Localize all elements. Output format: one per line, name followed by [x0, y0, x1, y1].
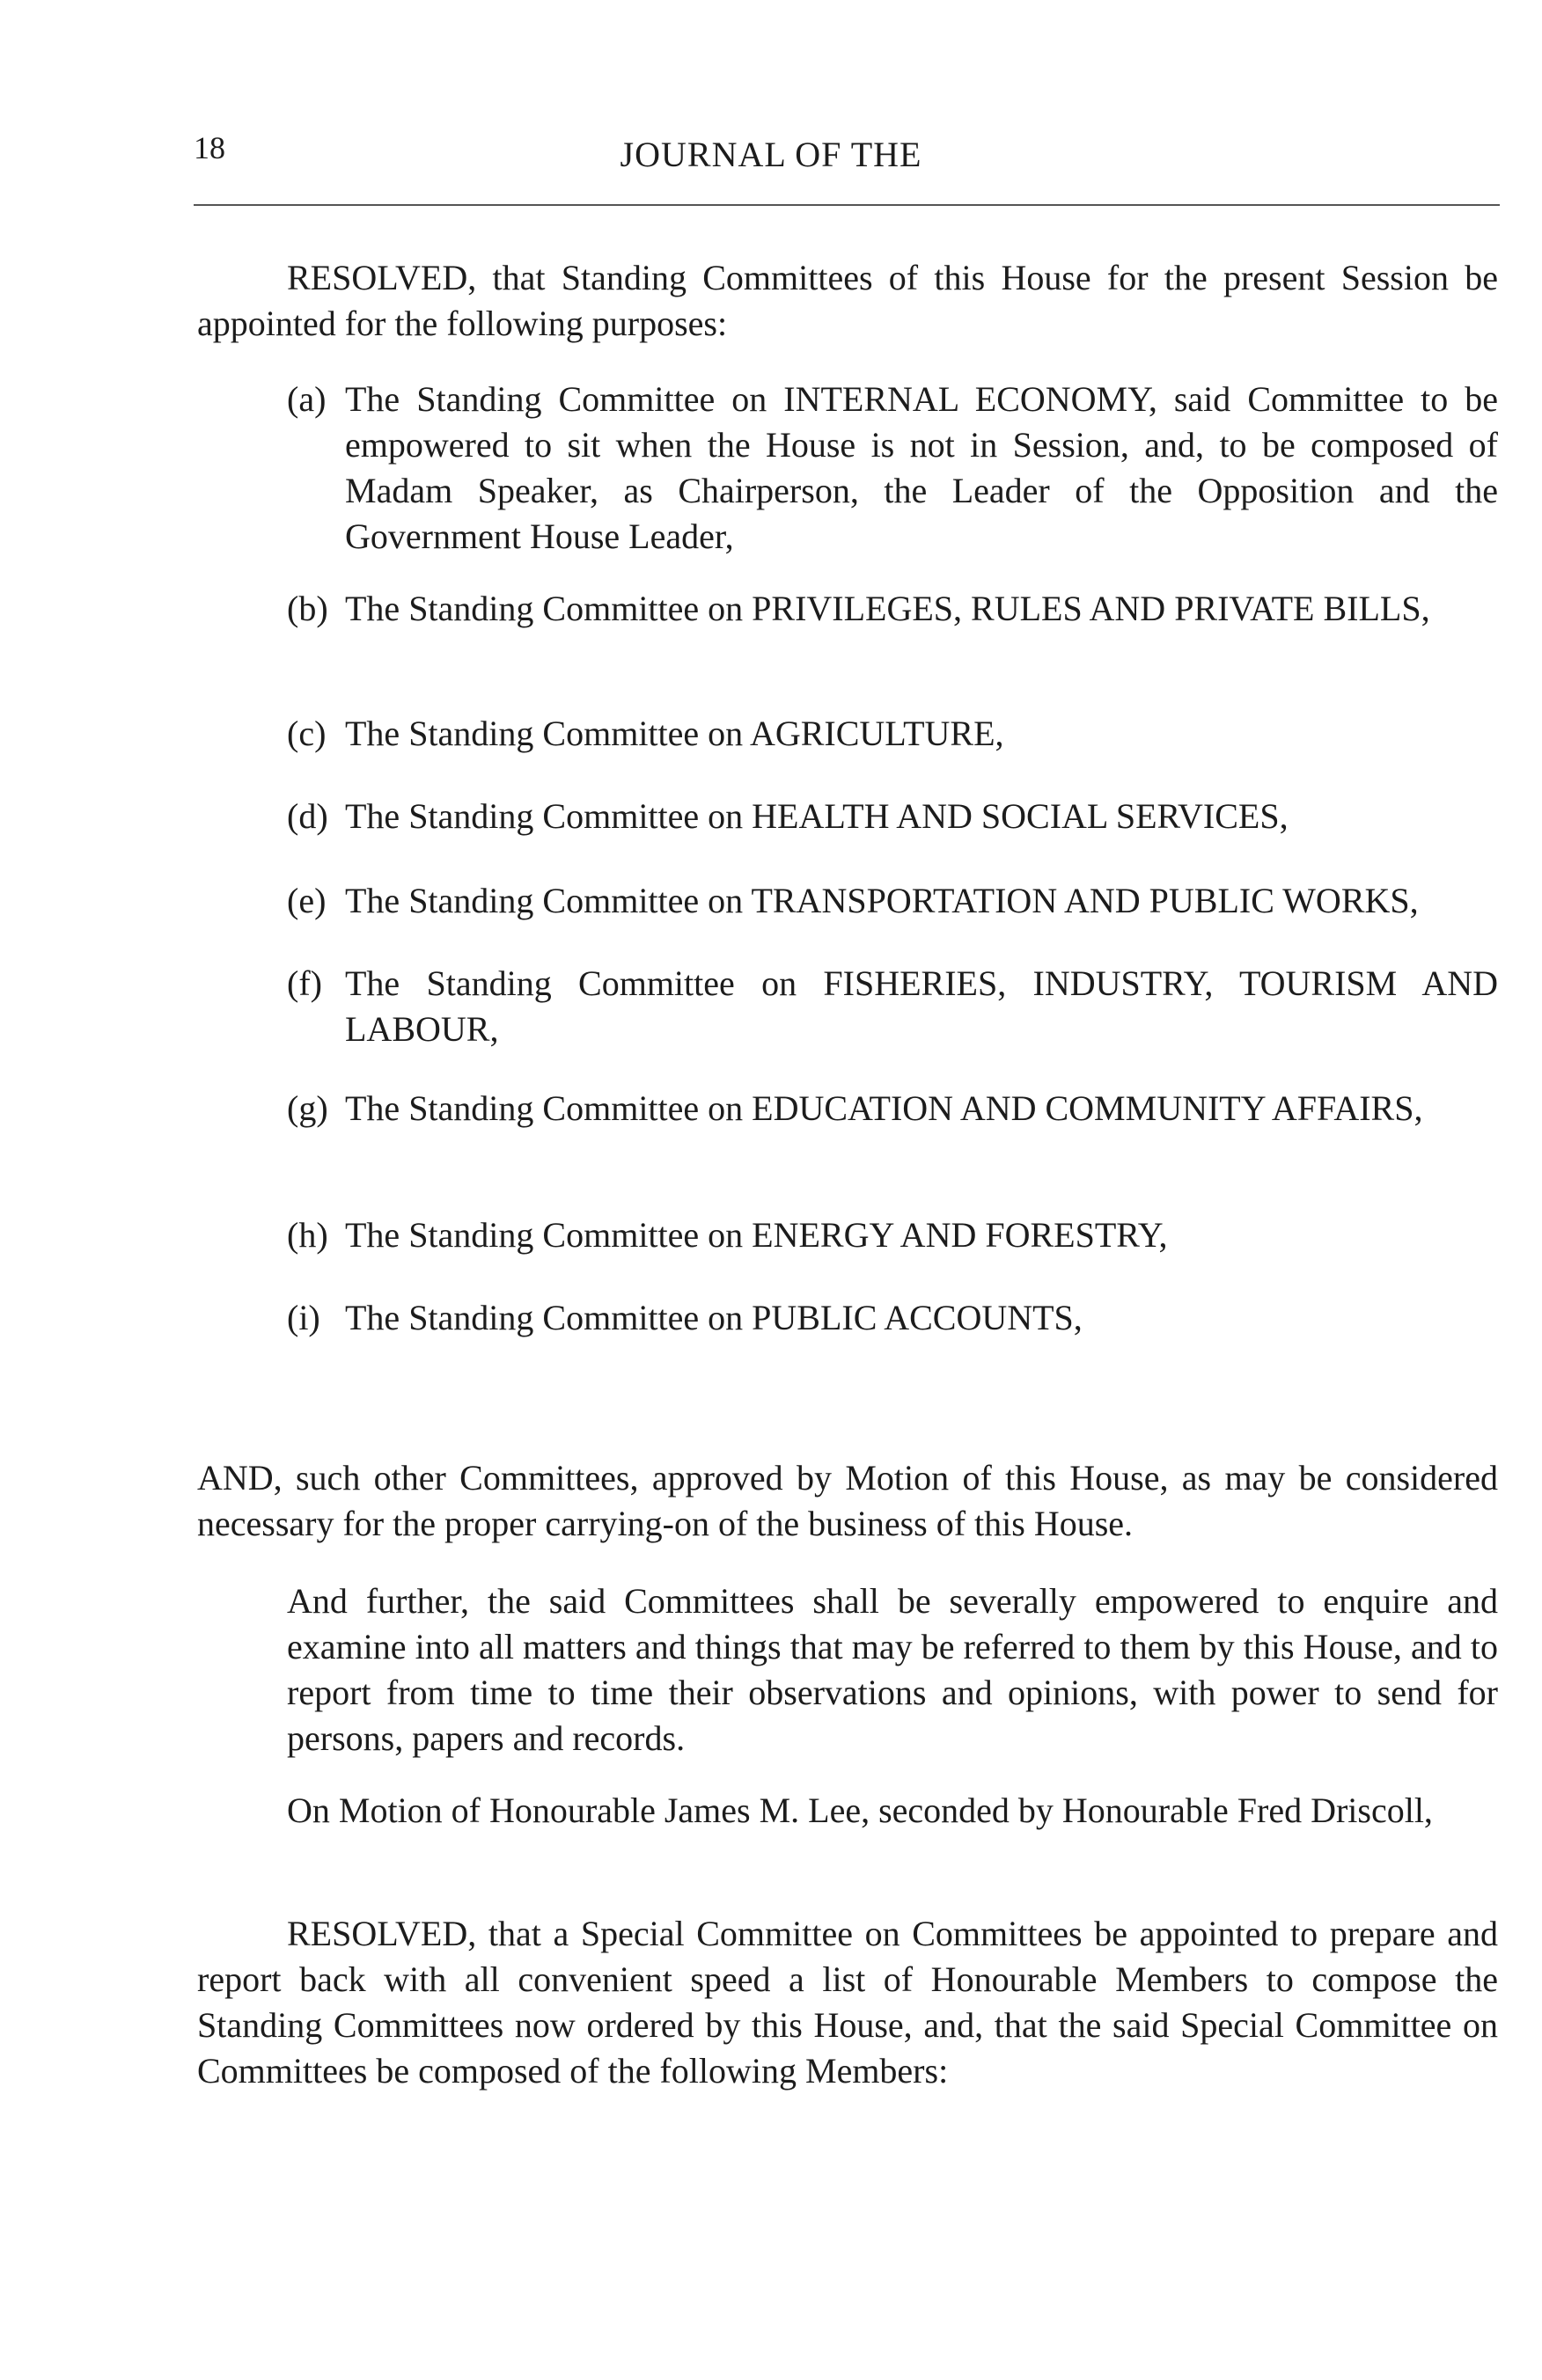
item-marker: (a) [287, 379, 327, 419]
motion-paragraph: On Motion of Honourable James M. Lee, seconded by Honourable Fred Driscoll, [287, 1790, 1433, 1830]
committee-item [287, 1086, 1498, 1131]
item-text: The Standing Committee on EDUCATION AND COMMUNITY AFFAIRS, [345, 1088, 1423, 1128]
committee-item [287, 377, 1498, 560]
header-rule [194, 204, 1500, 206]
committee-item [287, 961, 1498, 1052]
item-text: The Standing Committee on FISHERIES, INDUSTRY, TOURISM AND LABOUR, [345, 963, 1498, 1049]
committee-item [287, 878, 1498, 924]
item-marker: (e) [287, 881, 327, 920]
committee-item [287, 586, 1498, 632]
committee-item [287, 1295, 1498, 1341]
special-committee-resolution: RESOLVED, that a Special Committee on Committees be appointed to prepare and report back with all convenient speed a list of Honourable Members to compose the Standing Committees now ordered by this House, and, that the said Special Committee on Committees be composed of the following Members: [197, 1914, 1498, 2091]
item-marker: (h) [287, 1215, 328, 1255]
item-marker: (i) [287, 1298, 320, 1337]
item-marker: (b) [287, 589, 328, 628]
committee-item [287, 1212, 1498, 1258]
committee-item [287, 794, 1498, 839]
item-marker: (d) [287, 796, 328, 836]
item-text: The Standing Committee on INTERNAL ECONOMY, said Committee to be empowered to sit when the House is not in Session, and, to be composed of Madam Speaker, as Chairperson, the Leader of the Opposition and the Government House Leader, [345, 379, 1498, 556]
running-head: JOURNAL OF THE [620, 135, 922, 174]
intro-resolution: RESOLVED, that Standing Committees of this House for the present Session be appointed for the following purposes: [197, 258, 1498, 343]
other-committees-paragraph: AND, such other Committees, approved by Motion of this House, as may be considered necessary for the proper carrying-on of the business of this House. [197, 1458, 1498, 1543]
item-text: The Standing Committee on AGRICULTURE, [345, 714, 1004, 753]
item-marker: (f) [287, 963, 322, 1003]
page-number: 18 [194, 130, 225, 165]
item-marker: (c) [287, 714, 327, 753]
item-text: The Standing Committee on TRANSPORTATION AND PUBLIC WORKS, [345, 881, 1419, 920]
item-text: The Standing Committee on HEALTH AND SOCIAL SERVICES, [345, 796, 1289, 836]
further-powers-paragraph: And further, the said Committees shall be severally empowered to enquire and examine into all matters and things that may be referred to them by this House, and to report from time to time their observations and opinions, with power to send for persons, papers and records. [287, 1581, 1498, 1758]
committee-item [287, 711, 1498, 757]
item-text: The Standing Committee on PRIVILEGES, RULES AND PRIVATE BILLS, [345, 589, 1430, 628]
item-text: The Standing Committee on PUBLIC ACCOUNTS, [345, 1298, 1083, 1337]
item-marker: (g) [287, 1088, 328, 1128]
item-text: The Standing Committee on ENERGY AND FORESTRY, [345, 1215, 1168, 1255]
